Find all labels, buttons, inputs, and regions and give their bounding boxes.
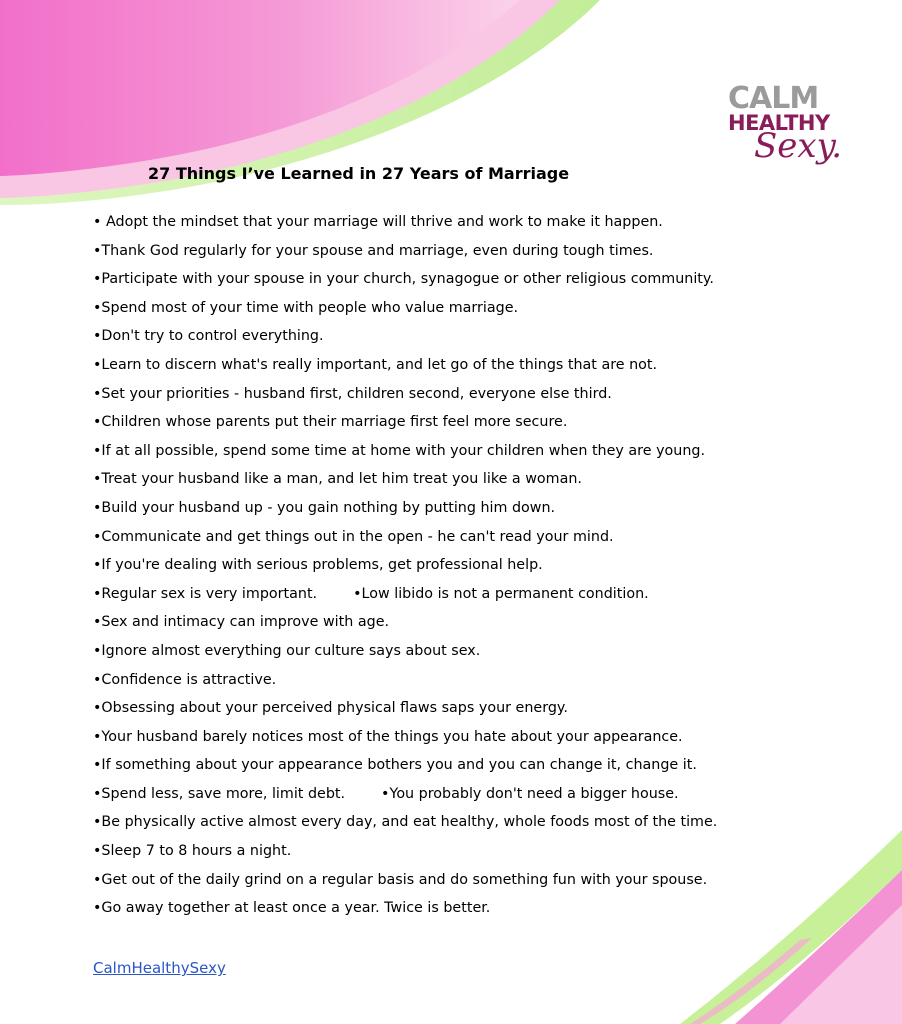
list-item-text: •Thank God regularly for your spouse and marriage, even during tough times.	[93, 242, 654, 259]
list-item	[93, 322, 893, 351]
list-item-text: •Set your priorities - husband first, children second, everyone else third.	[93, 385, 612, 402]
list-item-text: •Obsessing about your perceived physical flaws saps your energy.	[93, 700, 568, 717]
list-item	[93, 608, 893, 637]
list-item-text: •Spend most of your time with people who value marriage.	[93, 299, 519, 316]
logo-line-calm: CALM	[728, 81, 819, 116]
list-item	[93, 408, 893, 437]
list-item-text: •Regular sex is very important.	[93, 585, 318, 602]
list-item-text: •Communicate and get things out in the open - he can't read your mind.	[93, 528, 614, 545]
list-item	[93, 265, 893, 294]
list-item	[93, 866, 893, 895]
list-item-text: •Don't try to control everything.	[93, 328, 324, 345]
list-item	[93, 723, 893, 752]
calm-healthy-sexy-logo	[718, 81, 843, 176]
list-item-text: •Your husband barely notices most of the things you hate about your appearance.	[93, 728, 683, 745]
list-item-text: •If you're dealing with serious problems, get professional help.	[93, 557, 543, 574]
list-item-text: •Confidence is attractive.	[93, 671, 277, 688]
list-item	[93, 551, 893, 580]
list-item	[93, 494, 893, 523]
list-item	[93, 808, 893, 837]
list-item-text: •Ignore almost everything our culture says about sex.	[93, 642, 481, 659]
list-item-text: •Low libido is not a permanent condition.	[353, 585, 649, 602]
list-item	[93, 380, 893, 409]
list-item-text: •Treat your husband like a man, and let him treat you like a woman.	[93, 471, 582, 488]
list-item-text: •Participate with your spouse in your church, synagogue or other religious community.	[93, 271, 714, 288]
list-item	[93, 465, 893, 494]
list-item	[93, 523, 893, 552]
list-item	[93, 208, 893, 237]
list-item	[93, 294, 893, 323]
page-title: 27 Things I’ve Learned in 27 Years of Marriage	[148, 164, 570, 183]
list-item	[93, 237, 893, 266]
tips-list	[93, 208, 893, 923]
list-item	[93, 637, 893, 666]
list-item-text: •If at all possible, spend some time at home with your children when they are young.	[93, 442, 706, 459]
list-item	[93, 894, 893, 923]
list-item	[93, 780, 893, 809]
list-item-text: •Sleep 7 to 8 hours a night.	[93, 843, 292, 860]
list-item	[93, 580, 893, 609]
list-item-text: •Build your husband up - you gain nothing by putting him down.	[93, 499, 556, 516]
list-item-text: •Children whose parents put their marriage first feel more secure.	[93, 414, 568, 431]
list-item-text: •Learn to discern what's really important, and let go of the things that are not.	[93, 356, 658, 373]
list-item	[93, 837, 893, 866]
list-item	[93, 694, 893, 723]
list-item	[93, 666, 893, 695]
list-item-text: •Be physically active almost every day, and eat healthy, whole foods most of the time.	[93, 814, 718, 831]
list-item	[93, 751, 893, 780]
list-item	[93, 351, 893, 380]
list-item-text: •Spend less, save more, limit debt.	[93, 785, 346, 802]
list-item-text: •Go away together at least once a year. Twice is better.	[93, 900, 491, 917]
calmhealthysexy-link[interactable]: CalmHealthySexy	[93, 959, 226, 977]
logo-line-healthy: HEALTHY	[728, 111, 830, 135]
list-item	[93, 437, 893, 466]
list-item-text: •Get out of the daily grind on a regular basis and do something fun with your spouse.	[93, 871, 708, 888]
list-item-text: •You probably don't need a bigger house.	[381, 785, 679, 802]
list-item-text: •If something about your appearance bothers you and you can change it, change it.	[93, 757, 697, 774]
list-item-text: • Adopt the mindset that your marriage will thrive and work to make it happen.	[93, 214, 663, 230]
logo-line-sexy: Sexy.	[754, 126, 843, 166]
list-item-text: •Sex and intimacy can improve with age.	[93, 614, 390, 631]
